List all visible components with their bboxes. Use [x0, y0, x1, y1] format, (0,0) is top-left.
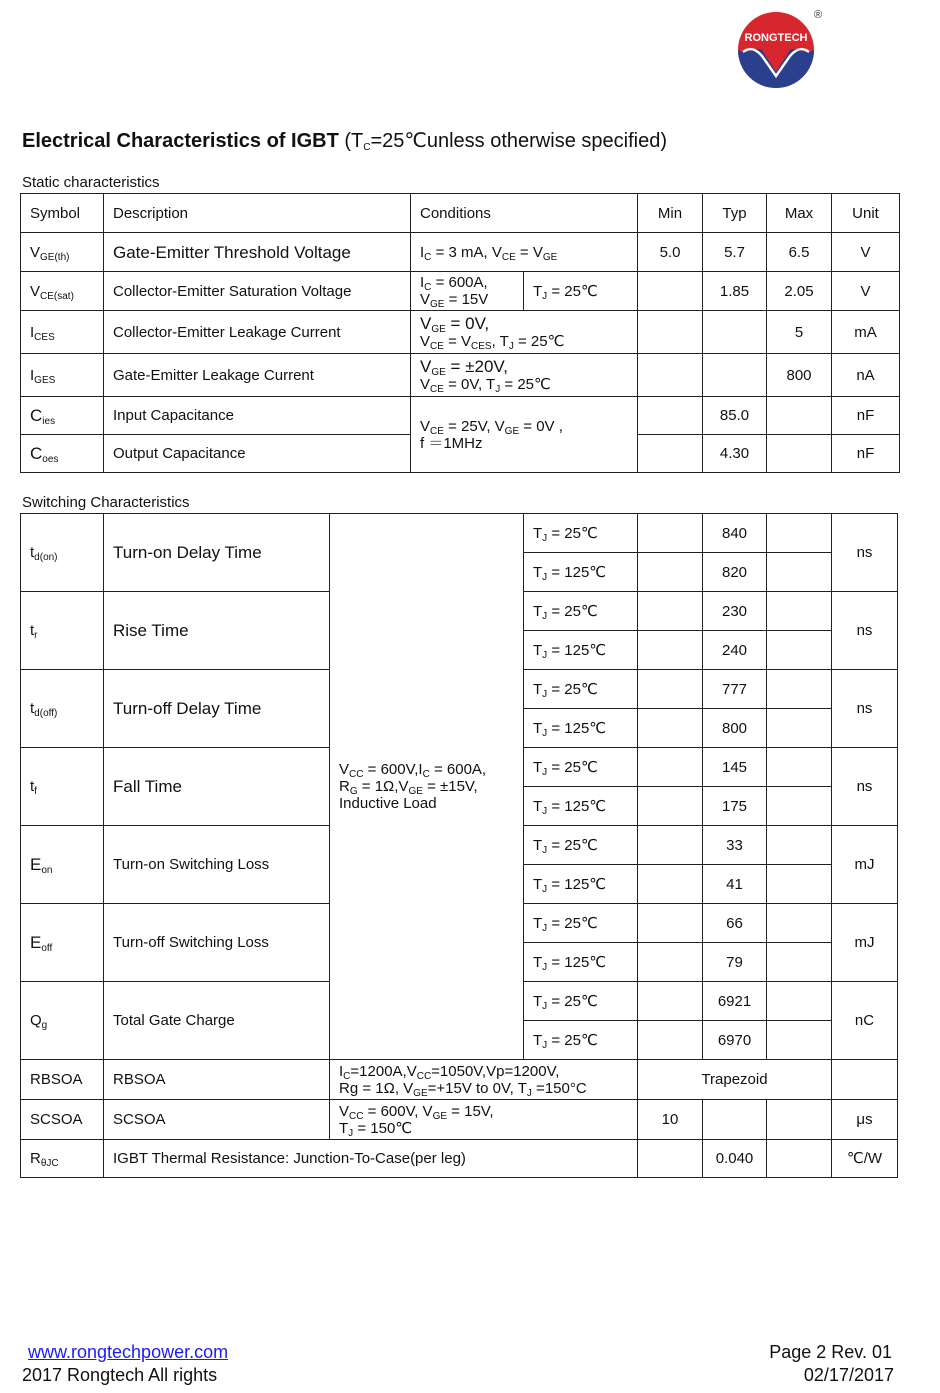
switching-section-label: Switching Characteristics — [22, 494, 190, 511]
table-cell: 800 — [703, 709, 767, 748]
table-cell: IGBT Thermal Resistance: Junction-To-Case(per leg) — [104, 1140, 638, 1178]
table-cell: RBSOA — [21, 1060, 104, 1100]
table-cell: Turn-off Switching Loss — [104, 904, 330, 982]
table-cell: Gate-Emitter Threshold Voltage — [104, 233, 411, 272]
table-cell — [638, 553, 703, 592]
table-cell: Turn-off Delay Time — [104, 670, 330, 748]
table-cell: ns — [832, 514, 898, 592]
table-cell — [638, 631, 703, 670]
table-cell — [638, 826, 703, 865]
table-cell: $C_{oes}$ — [21, 435, 104, 473]
table-cell — [767, 826, 832, 865]
static-section-label: Static characteristics — [22, 174, 160, 191]
table-cell: 800 — [767, 354, 832, 397]
table-cell — [638, 709, 703, 748]
table-cell — [703, 1100, 767, 1140]
table-cell — [767, 1100, 832, 1140]
table-cell — [767, 982, 832, 1021]
table-cell: RBSOA — [104, 1060, 330, 1100]
table-cell — [767, 904, 832, 943]
table-row — [21, 233, 900, 272]
table-cell: Description — [104, 194, 411, 233]
table-cell: 79 — [703, 943, 767, 982]
table-cell — [638, 904, 703, 943]
table-cell — [767, 943, 832, 982]
table-cell: $C_{ies}$ — [21, 397, 104, 435]
table-row — [21, 354, 900, 397]
table-row — [21, 1060, 898, 1100]
table-cell — [767, 553, 832, 592]
table-cell: 4.30 — [703, 435, 767, 473]
logo-registered-mark: ® — [814, 9, 823, 21]
table-cell: mJ — [832, 826, 898, 904]
table-cell — [767, 709, 832, 748]
table-cell — [767, 514, 832, 553]
table-cell — [638, 787, 703, 826]
table-cell — [638, 865, 703, 904]
table-cell: Max — [767, 194, 832, 233]
table-cell: 240 — [703, 631, 767, 670]
table-cell: 777 — [703, 670, 767, 709]
table-cell: Rise Time — [104, 592, 330, 670]
table-cell: ns — [832, 670, 898, 748]
table-cell — [638, 397, 703, 435]
table-cell — [638, 982, 703, 1021]
table-cell: 1.85 — [703, 272, 767, 311]
table-cell: V — [832, 233, 900, 272]
table-cell: Collector-Emitter Leakage Current — [104, 311, 411, 354]
table-cell: $I_C = 600A$, $V_{GE} = 15V$ — [411, 272, 524, 311]
table-cell — [638, 748, 703, 787]
table-cell: 6970 — [703, 1021, 767, 1060]
table-cell: $T_J$ = 25℃ — [524, 670, 638, 709]
table-cell: $T_J$ = 25℃ — [524, 982, 638, 1021]
table-cell: ns — [832, 748, 898, 826]
table-cell: $E_{off}$ — [21, 904, 104, 982]
table-cell: $T_J$ = 25℃ — [524, 748, 638, 787]
table-cell — [832, 1060, 898, 1100]
table-cell: 5 — [767, 311, 832, 354]
table-cell — [767, 592, 832, 631]
table-cell: SCSOA — [21, 1100, 104, 1140]
table-cell — [638, 592, 703, 631]
table-cell: 145 — [703, 748, 767, 787]
table-cell — [767, 748, 832, 787]
table-row — [21, 272, 900, 311]
table-cell — [767, 397, 832, 435]
table-cell: Symbol — [21, 194, 104, 233]
table-cell: mA — [832, 311, 900, 354]
table-cell: Gate-Emitter Leakage Current — [104, 354, 411, 397]
static-table — [20, 193, 900, 473]
table-cell: $T_J$ = 25℃ — [524, 592, 638, 631]
table-cell — [767, 1021, 832, 1060]
table-cell: 85.0 — [703, 397, 767, 435]
table-cell — [767, 787, 832, 826]
table-row — [21, 397, 900, 435]
table-cell: 33 — [703, 826, 767, 865]
table-cell — [638, 435, 703, 473]
page-revision: Page 2 Rev. 01 — [769, 1342, 892, 1362]
table-cell: $T_J$ = 125℃ — [524, 631, 638, 670]
table-cell: ns — [832, 592, 898, 670]
table-cell — [638, 311, 703, 354]
table-cell — [638, 514, 703, 553]
table-cell: Trapezoid — [638, 1060, 832, 1100]
table-cell — [703, 311, 767, 354]
table-cell: $T_J$ = 125℃ — [524, 943, 638, 982]
table-cell: nA — [832, 354, 900, 397]
page-title: Electrical Characteristics of IGBT ($T_C=25℃unless$ otherwise specified) — [22, 130, 667, 153]
table-cell — [638, 354, 703, 397]
table-cell: 5.7 — [703, 233, 767, 272]
table-cell: $E_{on}$ — [21, 826, 104, 904]
table-cell: $V_{GE} = \pm 20V$, $V_{CE} = 0V$, $T_J$ = 25℃ — [411, 354, 638, 397]
table-cell: $T_J$ = 25℃ — [524, 826, 638, 865]
table-cell: $T_J$ = 25℃ — [524, 514, 638, 553]
table-cell: $I_{CES}$ — [21, 311, 104, 354]
table-cell: nC — [832, 982, 898, 1060]
table-cell — [767, 435, 832, 473]
table-row — [21, 311, 900, 354]
table-cell: Typ — [703, 194, 767, 233]
table-cell: 0.040 — [703, 1140, 767, 1178]
table-cell — [703, 354, 767, 397]
table-cell: $t_{d(off)}$ — [21, 670, 104, 748]
table-cell — [638, 1021, 703, 1060]
table-cell: 6921 — [703, 982, 767, 1021]
static-header-row — [21, 194, 900, 233]
table-row — [21, 1100, 898, 1140]
table-cell: $I_C = 3$ mA, $V_{CE} = V_{GE}$ — [411, 233, 638, 272]
table-cell: $T_J$ = 25℃ — [524, 904, 638, 943]
table-cell: nF — [832, 435, 900, 473]
table-cell: μs — [832, 1100, 898, 1140]
table-cell: Unit — [832, 194, 900, 233]
table-cell: Fall Time — [104, 748, 330, 826]
table-cell: SCSOA — [104, 1100, 330, 1140]
table-cell: $T_J$ = 125℃ — [524, 553, 638, 592]
table-cell: Min — [638, 194, 703, 233]
table-cell: $T_J$ = 125℃ — [524, 709, 638, 748]
table-row — [21, 514, 898, 553]
table-cell — [638, 272, 703, 311]
table-cell: ℃/W — [832, 1140, 898, 1178]
table-cell: 820 — [703, 553, 767, 592]
table-cell — [638, 670, 703, 709]
table-cell: $V_{GE} = 0V$, $V_{CE} = V_{CES}$, $T_J$ = 25℃ — [411, 311, 638, 354]
table-cell: $T_J$ = 125℃ — [524, 865, 638, 904]
copyright-text: 2017 Rongtech All rights — [22, 1365, 218, 1385]
table-cell: mJ — [832, 904, 898, 982]
table-cell: Turn-on Switching Loss — [104, 826, 330, 904]
table-cell: $V_{CC} = 600V$, $V_{GE} = 15V$, $T_J$ = 150℃ — [330, 1100, 638, 1140]
table-cell: Input Capacitance — [104, 397, 411, 435]
table-cell: 2.05 — [767, 272, 832, 311]
switching-table — [20, 513, 898, 1178]
table-cell — [638, 943, 703, 982]
table-cell: $V_{CC} = 600V,I_C = 600A$, $R_G = 1\Omega,V_{GE} = \pm 15V$, Inductive Load — [330, 514, 524, 1060]
table-cell: 66 — [703, 904, 767, 943]
table-cell: $T_J$ = 125℃ — [524, 787, 638, 826]
table-cell: $t_r$ — [21, 592, 104, 670]
table-cell: Collector-Emitter Saturation Voltage — [104, 272, 411, 311]
table-cell: 840 — [703, 514, 767, 553]
table-cell: 230 — [703, 592, 767, 631]
table-cell: $V_{CE(sat)}$ — [21, 272, 104, 311]
table-cell: Conditions — [411, 194, 638, 233]
rongtech-logo — [735, 6, 821, 90]
table-cell: $T_J$ = 25℃ — [524, 272, 638, 311]
table-cell: $I_C=1200A,V_{CC}=1050V,Vp=1200V$, Rg = 1Ω, $V_{GE}=+15V$ to 0V, $T_J =150^\circ C$ — [330, 1060, 638, 1100]
table-cell — [767, 670, 832, 709]
table-cell: 175 — [703, 787, 767, 826]
website-link[interactable]: www.rongtechpower.com — [28, 1342, 229, 1362]
table-cell — [767, 1140, 832, 1178]
table-cell: V — [832, 272, 900, 311]
table-cell: 6.5 — [767, 233, 832, 272]
table-cell: $R_{\theta JC}$ — [21, 1140, 104, 1178]
table-cell: nF — [832, 397, 900, 435]
table-cell: 5.0 — [638, 233, 703, 272]
table-cell: $Q_g$ — [21, 982, 104, 1060]
logo-text: RONGTECH — [744, 32, 808, 44]
table-cell — [767, 631, 832, 670]
table-cell — [638, 1140, 703, 1178]
table-cell: Turn-on Delay Time — [104, 514, 330, 592]
table-cell: Total Gate Charge — [104, 982, 330, 1060]
table-cell: $T_J$ = 25℃ — [524, 1021, 638, 1060]
table-cell: 41 — [703, 865, 767, 904]
table-cell: $t_f$ — [21, 748, 104, 826]
document-date: 02/17/2017 — [803, 1365, 894, 1385]
table-cell: Output Capacitance — [104, 435, 411, 473]
table-cell: $t_{d(on)}$ — [21, 514, 104, 592]
table-cell: $V_{CE} = 25V$, $V_{GE} = 0V$ , f ＝1MHz — [411, 397, 638, 473]
table-cell: $V_{GE(th)}$ — [21, 233, 104, 272]
table-cell: $I_{GES}$ — [21, 354, 104, 397]
table-cell: 10 — [638, 1100, 703, 1140]
table-row — [21, 1140, 898, 1178]
table-cell — [767, 865, 832, 904]
